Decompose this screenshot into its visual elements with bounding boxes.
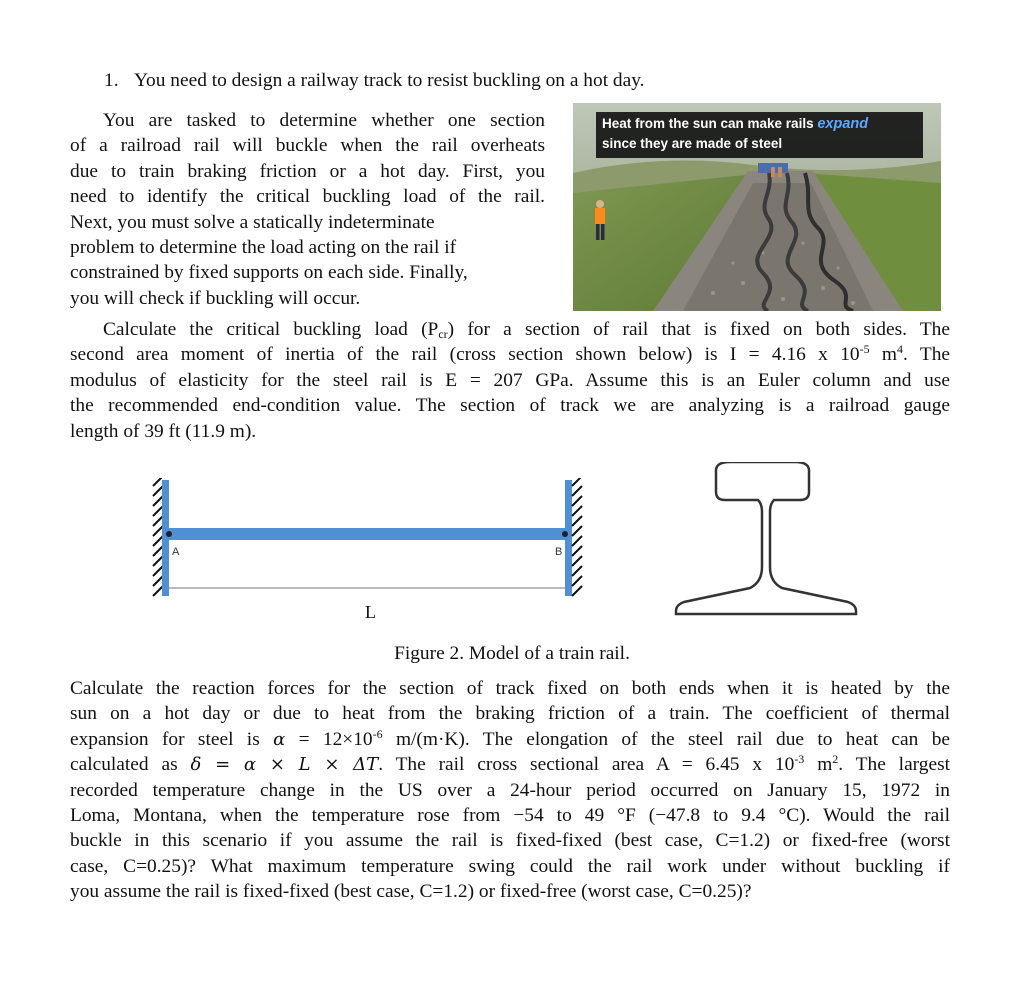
paragraph-line: buckle in this scenario if you assume the rail is fixed-fixed (best case, C=1.2) or fixed-free (worst — [70, 830, 950, 852]
paragraph-line — [70, 727, 950, 752]
text-run: = 12×10 — [285, 728, 373, 750]
paragraph-line: Calculate the reaction forces for the section of track fixed on both ends when it is heated by the — [70, 678, 950, 699]
fixed-beam-diagram — [150, 478, 590, 628]
text-run: expansion for steel is — [70, 728, 274, 750]
point-b-marker — [562, 531, 568, 537]
intro-paragraph — [70, 108, 545, 311]
paragraph-line: you assume the rail is fixed-fixed (best case, C=1.2) or fixed-free (worst case, C=0.25)? — [70, 881, 752, 903]
problem-heading — [104, 68, 645, 93]
label-length: L — [365, 602, 376, 622]
problem-title: You need to design a railway track to resist buckling on a hot day. — [134, 70, 645, 91]
paragraph-line: recorded temperature change in the US over a 24-hour period occurred on January 15, 1972 in — [70, 779, 950, 801]
text-run: m — [869, 344, 898, 366]
intro-line: constrained by fixed supports on each side. Finally, — [70, 262, 468, 284]
thermal-paragraph — [70, 676, 950, 905]
paragraph-line: case, C=0.25)? What maximum temperature swing could the rail work under without buckling if — [70, 855, 950, 877]
paragraph-line: sun on a hot day or due to heat from the braking friction of a train. The coefficient of thermal — [70, 703, 950, 725]
problem-number: 1. — [104, 70, 119, 91]
intro-line: due to train braking friction or a hot day. First, you — [70, 160, 545, 182]
text-run: Calculate the critical buckling load (P — [103, 319, 439, 340]
superscript: -5 — [859, 342, 870, 357]
rail-cross-section — [670, 462, 870, 622]
text-run: m — [804, 754, 833, 776]
banner-line-1: Heat from the sun can make rails — [602, 116, 814, 131]
elongation-equation: δ = α × L × ΔT — [190, 754, 379, 776]
photo-caption-banner — [596, 112, 923, 158]
paragraph-line: length of 39 ft (11.9 m). — [70, 420, 257, 442]
intro-line: need to identify the critical buckling load of the rail. — [70, 186, 545, 208]
intro-line: you will check if buckling will occur. — [70, 287, 361, 309]
intro-line: of a railroad rail will buckle when the rail overheats — [70, 135, 545, 157]
paragraph-line: Loma, Montana, when the temperature rose from −54 to 49 °F (−47.8 to 9.4 °C). Would the rail — [70, 805, 950, 827]
paragraph-line: the recommended end-condition value. The section of track we are analyzing is a railroad gauge — [70, 395, 950, 417]
text-run: second area moment of inertia of the rail (cross section shown below) is I = 4.16 x 10 — [70, 344, 860, 366]
paragraph-line: modulus of elasticity for the steel rail is E = 207 GPa. Assume this is an Euler column and use — [70, 369, 950, 391]
superscript: -6 — [372, 726, 383, 741]
right-wall-hatch — [572, 478, 582, 596]
banner-line-2: since they are made of steel — [602, 136, 783, 151]
paragraph-line — [70, 752, 950, 777]
superscript: 4 — [897, 342, 904, 357]
text-run: m/(m·K). The elongation of the steel rail due to heat can be — [382, 728, 950, 750]
text-run: . The rail cross sectional area A = 6.45 x 10 — [378, 754, 795, 776]
intro-line: You are tasked to determine whether one section — [103, 110, 545, 131]
label-b: B — [555, 546, 563, 558]
intro-line: Next, you must solve a statically indeterminate — [70, 211, 435, 233]
banner-highlight: expand — [817, 116, 869, 132]
figure-caption: Figure 2. Model of a train rail. — [394, 643, 630, 664]
intro-line: problem to determine the load acting on the rail if — [70, 237, 457, 259]
left-fixed-support — [162, 480, 169, 596]
subscript: cr — [438, 327, 448, 341]
rail-beam — [169, 528, 565, 540]
text-run: ) for a section of rail that is fixed on both sides. The — [447, 319, 950, 340]
buckled-rail-photo — [573, 103, 941, 311]
text-run: . The largest — [838, 754, 951, 776]
buckling-paragraph — [70, 317, 950, 444]
point-a-marker — [166, 531, 172, 537]
text-run: . The — [903, 344, 950, 366]
paragraph-line — [70, 342, 950, 367]
alpha-symbol: α — [273, 728, 286, 750]
left-wall-hatch — [153, 478, 163, 596]
rail-profile-outline — [676, 462, 856, 614]
superscript: -3 — [794, 752, 805, 767]
superscript: 2 — [832, 752, 839, 767]
label-a: A — [172, 546, 180, 558]
right-fixed-support — [565, 480, 572, 596]
paragraph-line — [70, 317, 950, 342]
text-run: calculated as — [70, 754, 191, 776]
